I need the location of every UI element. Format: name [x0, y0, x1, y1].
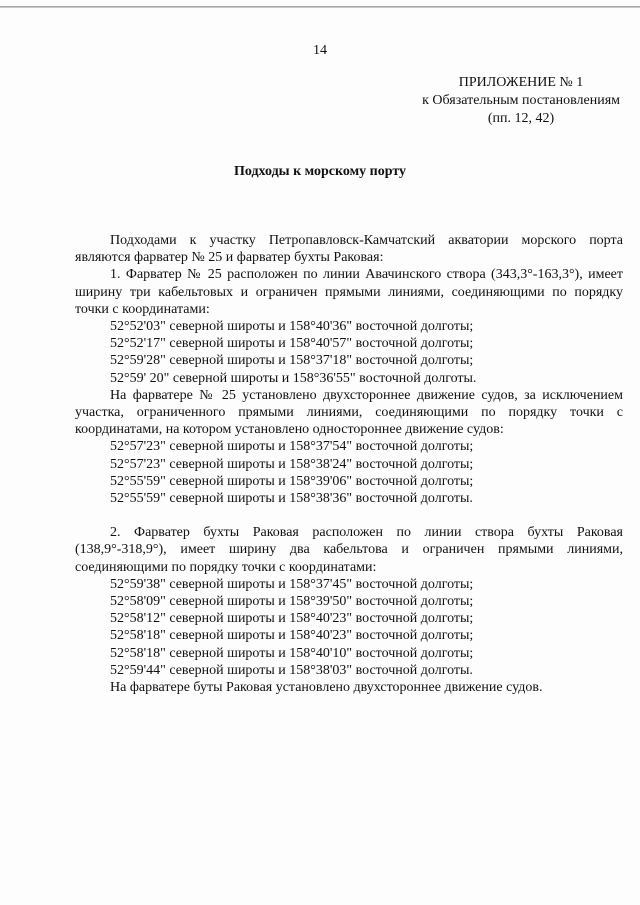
coordinate-line: 52°59'28" северной широты и 158°37'18" восточной долготы; — [110, 353, 474, 369]
appendix-clauses: (пп. 12, 42) — [487, 111, 555, 126]
coordinate-line: 52°52'17" северной широты и 158°40'57" восточной долготы; — [110, 336, 474, 352]
section-2-paragraph: 2. Фарватер бухты Раковая расположен по линии створа бухты Раковая (138,9°-318,9°), имеет ширину два кабельтова и ограничен прямыми линиями, соединяющими по порядку точки с координатами: — [75, 525, 623, 575]
coordinate-line: 52°58'09" северной широты и 158°39'50" восточной долготы; — [110, 594, 474, 610]
section-2-traffic-paragraph: На фарватере буты Раковая установлено двухстороннее движение судов. — [110, 680, 543, 696]
section-spacer — [75, 507, 623, 524]
coordinate-line: 52°58'12" северной широты и 158°40'23" восточной долготы; — [110, 611, 474, 627]
coordinate-line: 52°59'38" северной широты и 158°37'45" восточной долготы; — [110, 576, 474, 592]
coordinate-line: 52°57'23" северной широты и 158°37'54" восточной долготы; — [110, 439, 474, 455]
section-2-coordinates — [75, 576, 623, 679]
document-title: Подходы к морскому порту — [233, 164, 407, 179]
section-1-coordinates — [75, 318, 623, 387]
coordinate-line: 52°58'18" северной широты и 158°40'23" восточной долготы; — [110, 628, 474, 644]
section-1-traffic-paragraph: На фарватере № 25 установлено двухстороннее движение судов, за исключением участка, ограниченного прямыми линиями, соединяющими по порядку точки с координатами, на котором установлено одностороннее движение судов: — [75, 387, 623, 438]
section-1-paragraph: 1. Фарватер № 25 расположен по линии Авачинского створа (343,3°-163,3°), имеет ширину три кабельтовых и ограничен прямыми линиями, соединяющими по порядку точки с координатами: — [75, 267, 623, 317]
coordinate-line: 52°58'18" северной широты и 158°40'10" восточной долготы; — [110, 645, 474, 661]
intro-paragraph: Подходами к участку Петропавловск-Камчатский акватории морского порта являются фарватер № 25 и фарватер бухты Раковая: — [75, 233, 623, 266]
section-1-oneway-coordinates — [75, 438, 623, 507]
coordinate-line: 52°55'59" северной широты и 158°38'36" восточной долготы. — [110, 491, 473, 507]
document-body — [75, 232, 623, 696]
coordinate-line: 52°59'44" северной широты и 158°38'03" восточной долготы. — [110, 662, 473, 678]
appendix-title: ПРИЛОЖЕНИЕ № 1 — [458, 75, 584, 90]
appendix-reference: к Обязательным постановлениям — [422, 93, 620, 108]
page-number: 14 — [313, 43, 327, 58]
appendix-header — [422, 74, 620, 128]
scan-top-edge — [0, 6, 640, 8]
coordinate-line: 52°52'03" северной широты и 158°40'36" восточной долготы; — [110, 319, 474, 335]
coordinate-line: 52°57'23" северной широты и 158°38'24" восточной долготы; — [110, 456, 474, 472]
coordinate-line: 52°55'59" северной широты и 158°39'06" восточной долготы; — [110, 473, 474, 489]
coordinate-line: 52°59' 20" северной широты и 158°36'55" восточной долготы. — [110, 370, 477, 386]
